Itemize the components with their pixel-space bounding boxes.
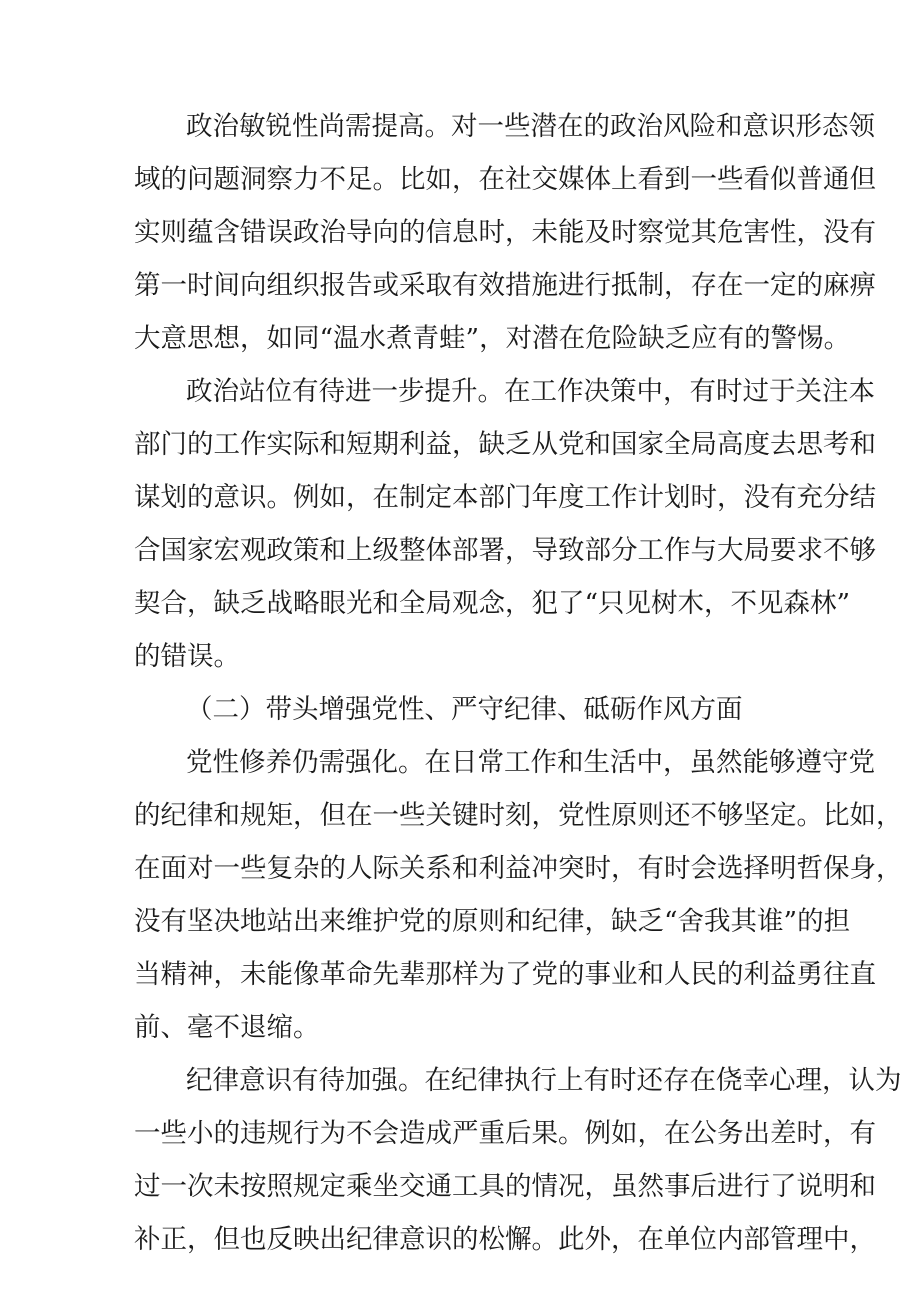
paragraph-3-line-2: 的纪律和规矩，但在一些关键时刻，党性原则还不够坚定。比如， [134, 800, 903, 831]
paragraph-3-line-1: 党性修养仍需强化。在日常工作和生活中，虽然能够遵守党 [186, 747, 875, 778]
paragraph-2-line-5: 契合，缺乏战略眼光和全局观念，犯了“只见树木，不见森林” [134, 588, 851, 619]
paragraph-1-line-5: 大意思想，如同“温水煮青蛙”，对潜在危险缺乏应有的警惕。 [134, 323, 851, 354]
paragraph-4-line-4: 补正，但也反映出纪律意识的松懈。此外，在单位内部管理中， [134, 1224, 876, 1255]
paragraph-2-line-1: 政治站位有待进一步提升。在工作决策中，有时过于关注本 [186, 376, 875, 407]
paragraph-1-line-2: 域的问题洞察力不足。比如，在社交媒体上看到一些看似普通但 [134, 164, 876, 195]
paragraph-1-line-1: 政治敏锐性尚需提高。对一些潜在的政治风险和意识形态领 [186, 111, 875, 142]
section-heading: （二）带头增强党性、严守纪律、砥砺作风方面 [186, 694, 743, 725]
paragraph-2-line-2: 部门的工作实际和短期利益，缺乏从党和国家全局高度去思考和 [134, 429, 876, 460]
paragraph-3-line-5: 当精神，未能像革命先辈那样为了党的事业和人民的利益勇往直 [134, 959, 876, 990]
paragraph-2-line-4: 合国家宏观政策和上级整体部署，导致部分工作与大局要求不够 [134, 535, 876, 566]
paragraph-3-line-6: 前、毫不退缩。 [134, 1012, 320, 1043]
paragraph-4-line-2: 一些小的违规行为不会造成严重后果。例如，在公务出差时，有 [134, 1118, 876, 1149]
paragraph-3-line-4: 没有坚决地站出来维护党的原则和纪律，缺乏“舍我其谁”的担 [134, 906, 851, 937]
paragraph-1-line-4: 第一时间向组织报告或采取有效措施进行抵制，存在一定的麻痹 [134, 270, 876, 301]
paragraph-4-line-3: 过一次未按照规定乘坐交通工具的情况，虽然事后进行了说明和 [134, 1171, 876, 1202]
paragraph-4-line-1: 纪律意识有待加强。在纪律执行上有时还存在侥幸心理，认为 [186, 1065, 902, 1096]
paragraph-2-line-6: 的错误。 [134, 641, 240, 672]
paragraph-3-line-3: 在面对一些复杂的人际关系和利益冲突时，有时会选择明哲保身， [134, 853, 903, 884]
paragraph-1-line-3: 实则蕴含错误政治导向的信息时，未能及时察觉其危害性，没有 [134, 217, 876, 248]
paragraph-2-line-3: 谋划的意识。例如，在制定本部门年度工作计划时，没有充分结 [134, 482, 876, 513]
